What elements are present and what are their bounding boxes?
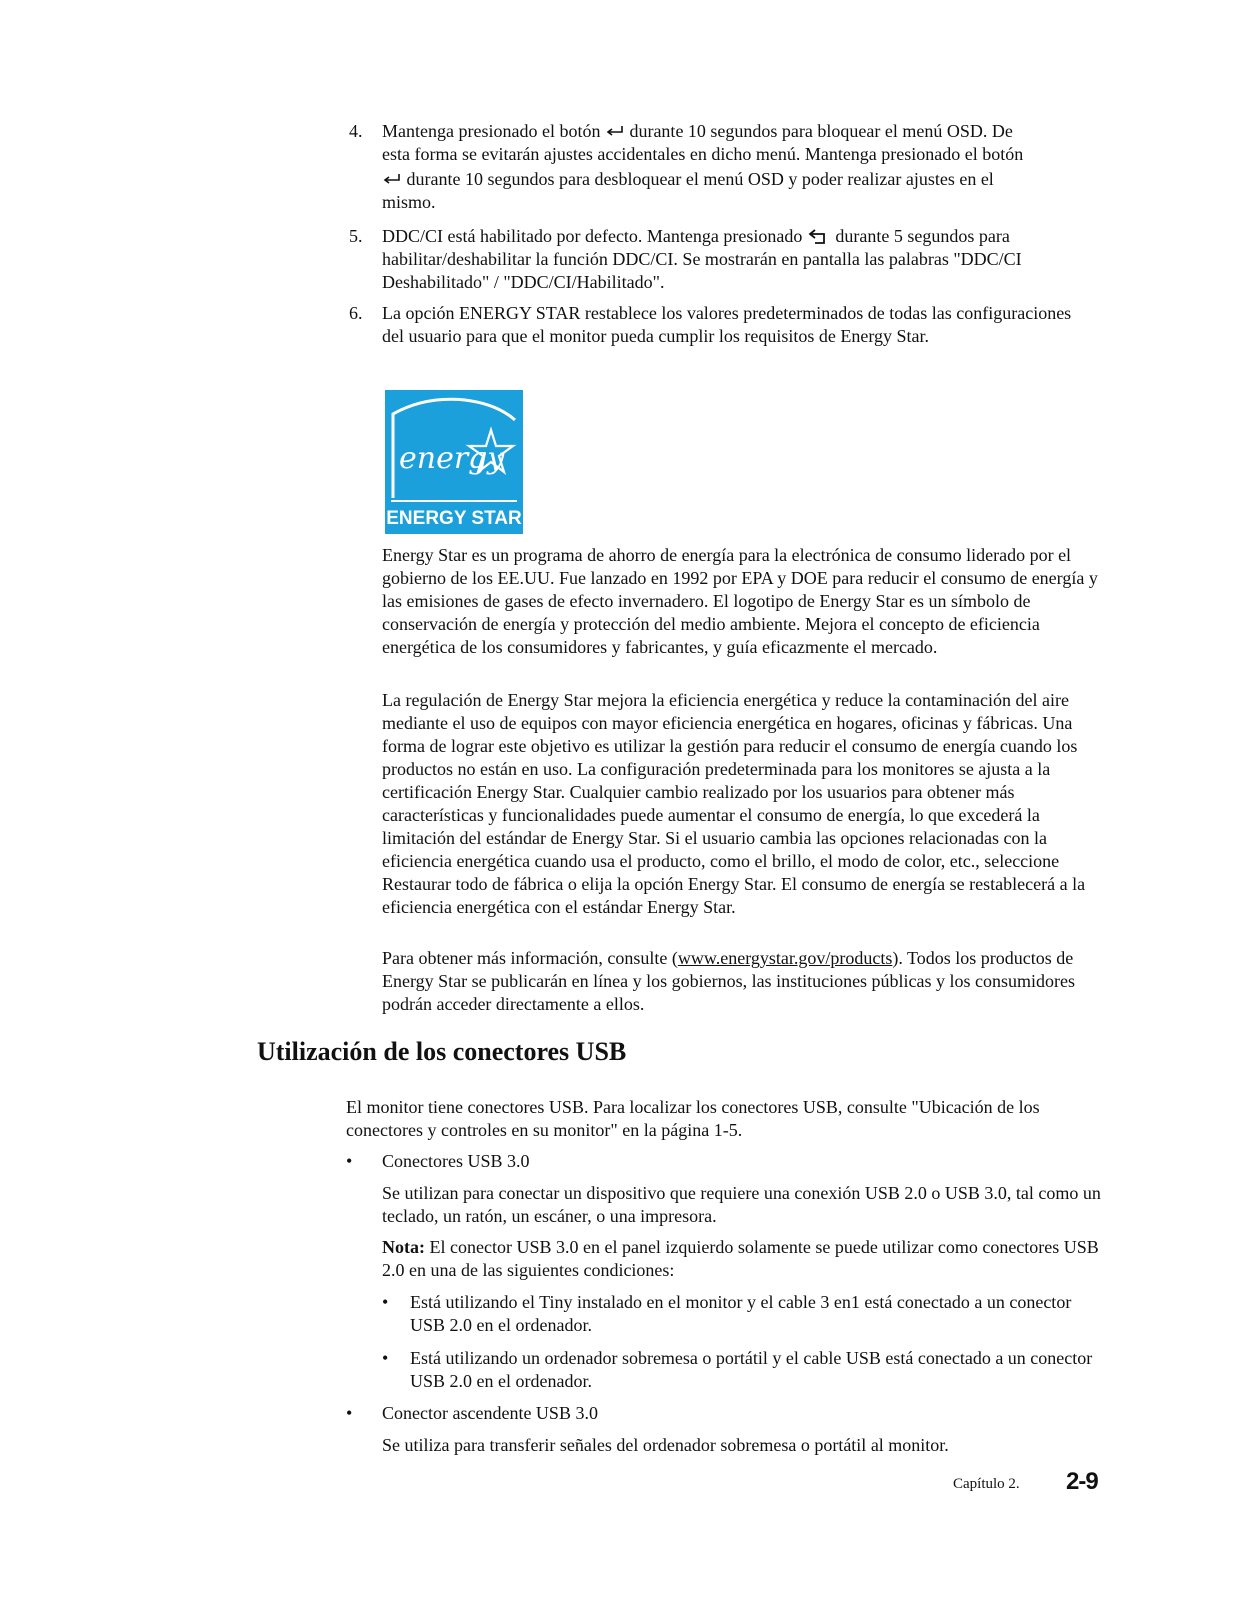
footer-chapter: Capítulo 2.: [953, 1476, 1020, 1492]
bullet-usb30-description: Se utilizan para conectar un dispositivo que requiere una conexión USB 2.0 o USB 3.0, tal como un teclado, un ratón, un escáner, o una impresora.: [382, 1183, 1101, 1226]
bullet-title: Conector ascendente USB 3.0: [382, 1403, 598, 1423]
line: habilitar/deshabilitar la función DDC/CI. Se mostrarán en pantalla las palabras "DDC/CI: [382, 249, 1022, 269]
bullet-upstream-description: Se utiliza para transferir señales del ordenador sobremesa o portátil al monitor.: [382, 1435, 949, 1455]
note-label: Nota:: [382, 1237, 425, 1257]
logo-caption: ENERGY STAR: [386, 508, 522, 529]
sub-bullet-text: Está utilizando un ordenador sobremesa o portátil y el cable USB está conectado a un conector USB 2.0 en el ordenador.: [410, 1348, 1093, 1391]
paragraph-more-info: [382, 947, 1102, 1016]
paragraph-energy-star-program: Energy Star es un programa de ahorro de energía para la electrónica de consumo liderado por el gobierno de los EE.UU. Fue lanzado en 1992 por EPA y DOE para reducir el consumo de energía y las emisiones de gases de efecto invernadero. El logotipo de Energy Star es un símbolo de conservación de energía y protección del medio ambiente. Mejora el concepto de eficiencia energética de los consumidores y fabricantes, y guía eficazmente el mercado.: [382, 545, 1098, 657]
text-span: durante 10 segundos para desbloquear el menú OSD y poder realizar ajustes en el: [402, 169, 994, 189]
enter-arrow-icon: [605, 124, 625, 138]
text-span: DDC/CI está habilitado por defecto. Mantenga presionado: [382, 226, 807, 246]
sub-bullet-text: Está utilizando el Tiny instalado en el monitor y el cable 3 en1 está conectado a un conector USB 2.0 en el ordenador.: [410, 1292, 1072, 1335]
text-span: durante 10 segundos para bloquear el menú OSD. De: [624, 121, 1013, 141]
bullet-mark: •: [346, 1403, 353, 1423]
list-item-body: [382, 225, 1101, 294]
line: esta forma se evitarán ajustes accidentales en dicho menú. Mantenga presionado el botón: [382, 144, 1024, 164]
text-span: Mantenga presionado el botón: [382, 121, 605, 141]
note-paragraph: [382, 1236, 1102, 1282]
list-number: 4.: [349, 121, 363, 141]
page-number: 2-9: [1066, 1468, 1098, 1495]
line: mismo.: [382, 192, 436, 212]
logo-script-text: energy: [399, 441, 505, 476]
section-intro: El monitor tiene conectores USB. Para localizar los conectores USB, consulte "Ubicación de los conectores y controles en su monitor" en la página 1-5.: [346, 1097, 1040, 1140]
list-number: 5.: [349, 226, 363, 246]
energystar-link[interactable]: www.energystar.gov/products: [677, 948, 893, 968]
paragraph-energy-star-regulation: La regulación de Energy Star mejora la eficiencia energética y reduce la contaminación del aire mediante el uso de equipos con mayor eficiencia energética en hogares, oficinas y fábricas. Una forma de lograr este objetivo es utilizar la gestión para reducir el consumo de energía cuando los productos no están en uso. La configuración predeterminada para los monitores se ajusta a la certificación Energy Star. Cualquier cambio realizado por los usuarios para obtener más características y funcionalidades puede aumentar el consumo de energía, lo que excederá la limitación del estándar de Energy Star. Si el usuario cambia las opciones relacionadas con la eficiencia energética cuando usa el producto, como el brillo, el modo de color, etc., seleccione Restaurar todo de fábrica o elija la opción Energy Star. El consumo de energía se restablecerá a la eficiencia energética con el estándar Energy Star.: [382, 690, 1086, 917]
text-span: Para obtener más información, consulte (: [382, 948, 678, 968]
return-arrow-icon: [807, 228, 831, 246]
enter-arrow-icon: [382, 172, 402, 186]
line: [382, 120, 1101, 143]
bullet-mark: •: [382, 1292, 389, 1312]
list-item-text: La opción ENERGY STAR restablece los valores predeterminados de todas las configuraciones del usuario para que el monitor pueda cumplir los requisitos de Energy Star.: [382, 303, 1072, 346]
note-text: El conector USB 3.0 en el panel izquierdo solamente se puede utilizar como conectores USB 2.0 en una de las siguientes condiciones:: [382, 1237, 1099, 1280]
line: [382, 168, 1101, 191]
list-number: 6.: [349, 303, 363, 323]
line: Deshabilitado" / "DDC/CI/Habilitado".: [382, 272, 665, 292]
section-title: Utilización de los conectores USB: [257, 1037, 627, 1066]
list-item-body: [382, 120, 1101, 214]
energy-star-logo: [385, 390, 523, 534]
energy-star-logo-graphic: [385, 390, 523, 534]
text-span: durante 5 segundos para: [830, 226, 1010, 246]
bullet-mark: •: [346, 1151, 353, 1171]
text-span: ). Todos los productos de Energy Star se publicarán en línea y los gobiernos, las instituciones públicas y los consumidores podrán acceder directamente a ellos.: [382, 948, 1076, 1014]
bullet-mark: •: [382, 1348, 389, 1368]
bullet-title: Conectores USB 3.0: [382, 1151, 530, 1171]
line: [382, 225, 1101, 248]
